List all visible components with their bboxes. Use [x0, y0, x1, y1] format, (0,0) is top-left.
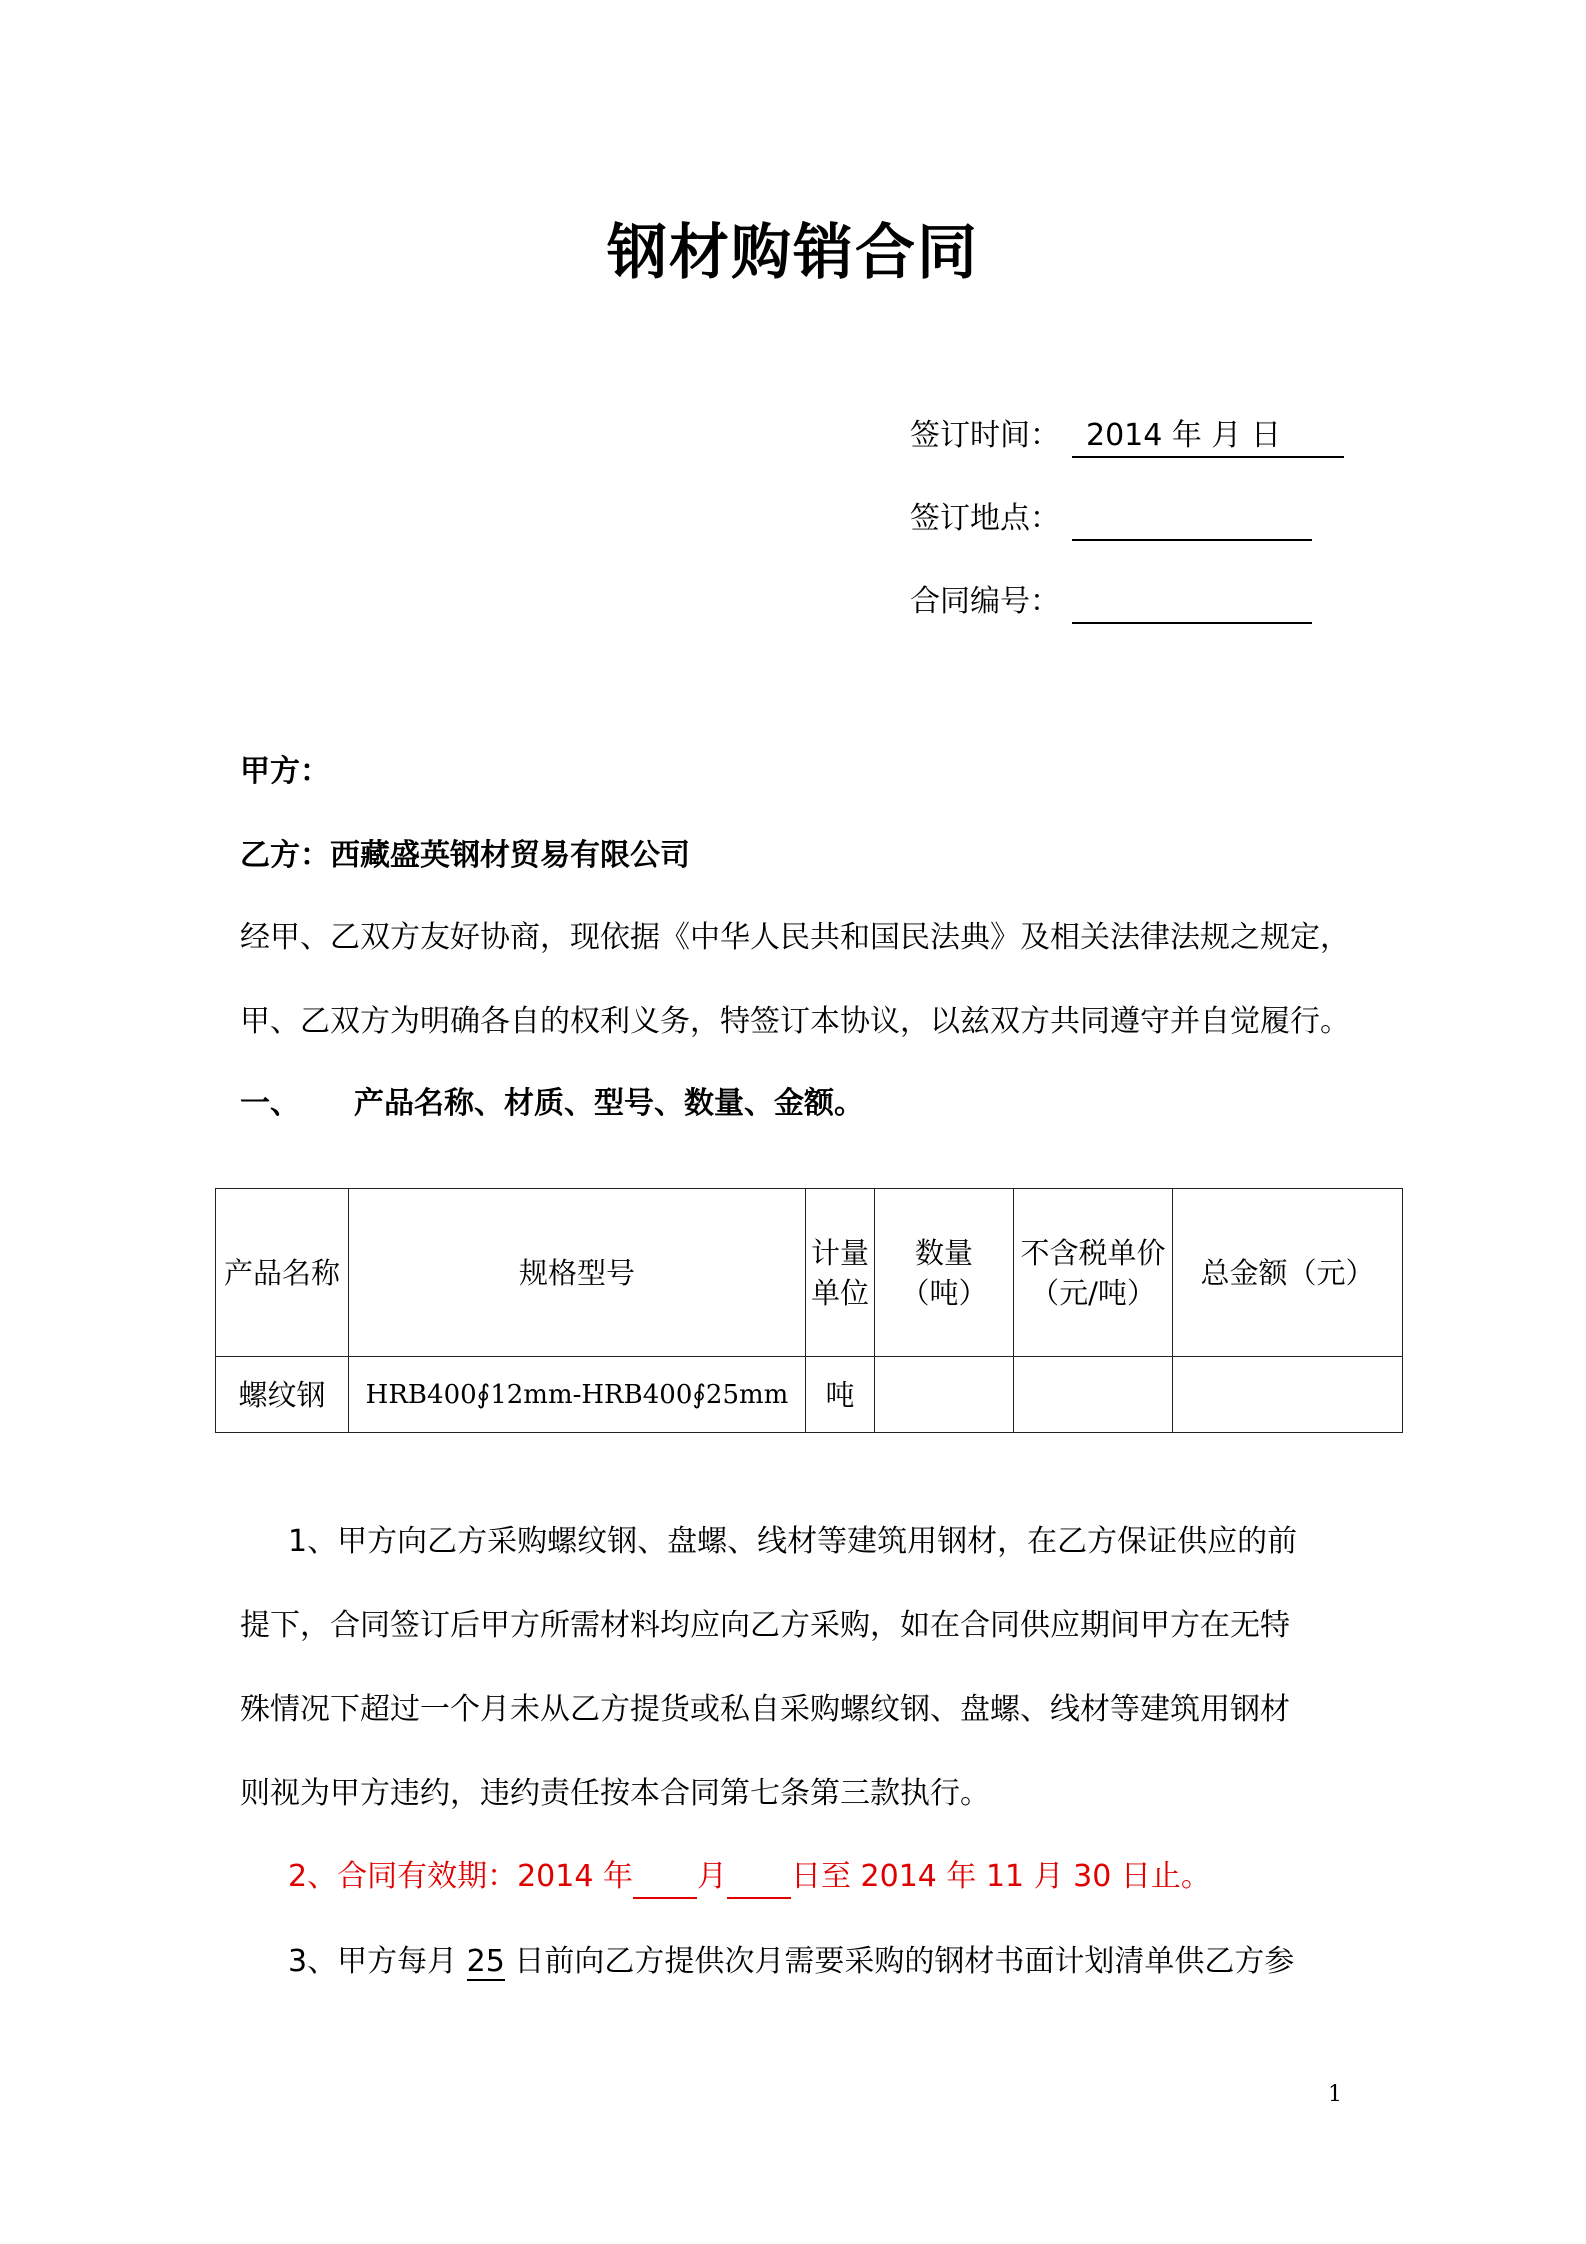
table-cell	[1173, 1357, 1403, 1433]
section-1-title: 产品名称、材质、型号、数量、金额。	[354, 1086, 864, 1121]
table-header-cell: 产品名称	[216, 1189, 349, 1357]
table-cell: 螺纹钢	[216, 1357, 349, 1433]
product-table	[215, 1188, 1403, 1433]
section-1-heading	[240, 1082, 864, 1126]
table-header-cell: 数量（吨）	[875, 1189, 1014, 1357]
table-header-cell: 计量单位	[806, 1189, 875, 1357]
sign-time-row	[910, 414, 1281, 458]
table-cell	[1014, 1357, 1173, 1433]
sign-place-label: 签订地点：	[910, 501, 1060, 536]
clause-1-line-4: 则视为甲方违约，违约责任按本合同第七条第三款执行。	[240, 1776, 990, 1811]
table-cell: HRB400∮12mm-HRB400∮25mm	[349, 1357, 806, 1433]
contract-number-label: 合同编号：	[910, 584, 1060, 619]
clause-3	[288, 1940, 1294, 1984]
clause-2-month: 月	[696, 1859, 727, 1894]
table-cell: 吨	[806, 1357, 875, 1433]
sign-time-value: 2014 年 月 日	[1072, 414, 1344, 458]
clause-1-line-2: 提下，合同签订后甲方所需材料均应向乙方采购，如在合同供应期间甲方在无特	[240, 1608, 1290, 1643]
contract-number-row	[910, 580, 1072, 624]
contract-number-value	[1072, 580, 1312, 624]
clause-3-suffix: 日前向乙方提供次月需要采购的钢材书面计划清单供乙方参	[504, 1944, 1295, 1979]
intro-line-2: 甲、乙双方为明确各自的权利义务，特签订本协议，以兹双方共同遵守并自觉履行。	[240, 1004, 1350, 1039]
table-header-cell: 规格型号	[349, 1189, 806, 1357]
sign-place-value	[1072, 497, 1312, 541]
table-row	[216, 1357, 1403, 1433]
clause-1-line-1: 1、甲方向乙方采购螺纹钢、盘螺、线材等建筑用钢材，在乙方保证供应的前	[288, 1524, 1298, 1559]
table-header-cell: 不含税单价（元/吨）	[1014, 1189, 1173, 1357]
party-a: 甲方：	[240, 754, 330, 789]
clause-3-day: 25	[466, 1944, 505, 1979]
sign-time-label: 签订时间：	[910, 418, 1060, 453]
document-title: 钢材购销合同	[607, 218, 979, 288]
clause-2-end: 日至 2014 年 11 月 30 日止。	[790, 1859, 1211, 1894]
clause-2-start: 2、合同有效期：2014 年	[288, 1859, 633, 1894]
month-blank	[633, 1861, 697, 1899]
party-b: 乙方：西藏盛英钢材贸易有限公司	[240, 838, 690, 873]
table-header-cell: 总金额（元）	[1173, 1189, 1403, 1357]
clause-2	[288, 1855, 1211, 1899]
page-number: 1	[1328, 2082, 1342, 2107]
sign-place-row	[910, 497, 1072, 541]
clause-1-line-3: 殊情况下超过一个月未从乙方提货或私自采购螺纹钢、盘螺、线材等建筑用钢材	[240, 1692, 1290, 1727]
table-header-row	[216, 1189, 1403, 1357]
section-1-number: 一、	[240, 1086, 300, 1121]
day-blank	[727, 1861, 791, 1899]
table-cell	[875, 1357, 1014, 1433]
clause-3-prefix: 3、甲方每月	[288, 1944, 467, 1979]
intro-line-1: 经甲、乙双方友好协商，现依据《中华人民共和国民法典》及相关法律法规之规定，	[240, 920, 1350, 955]
